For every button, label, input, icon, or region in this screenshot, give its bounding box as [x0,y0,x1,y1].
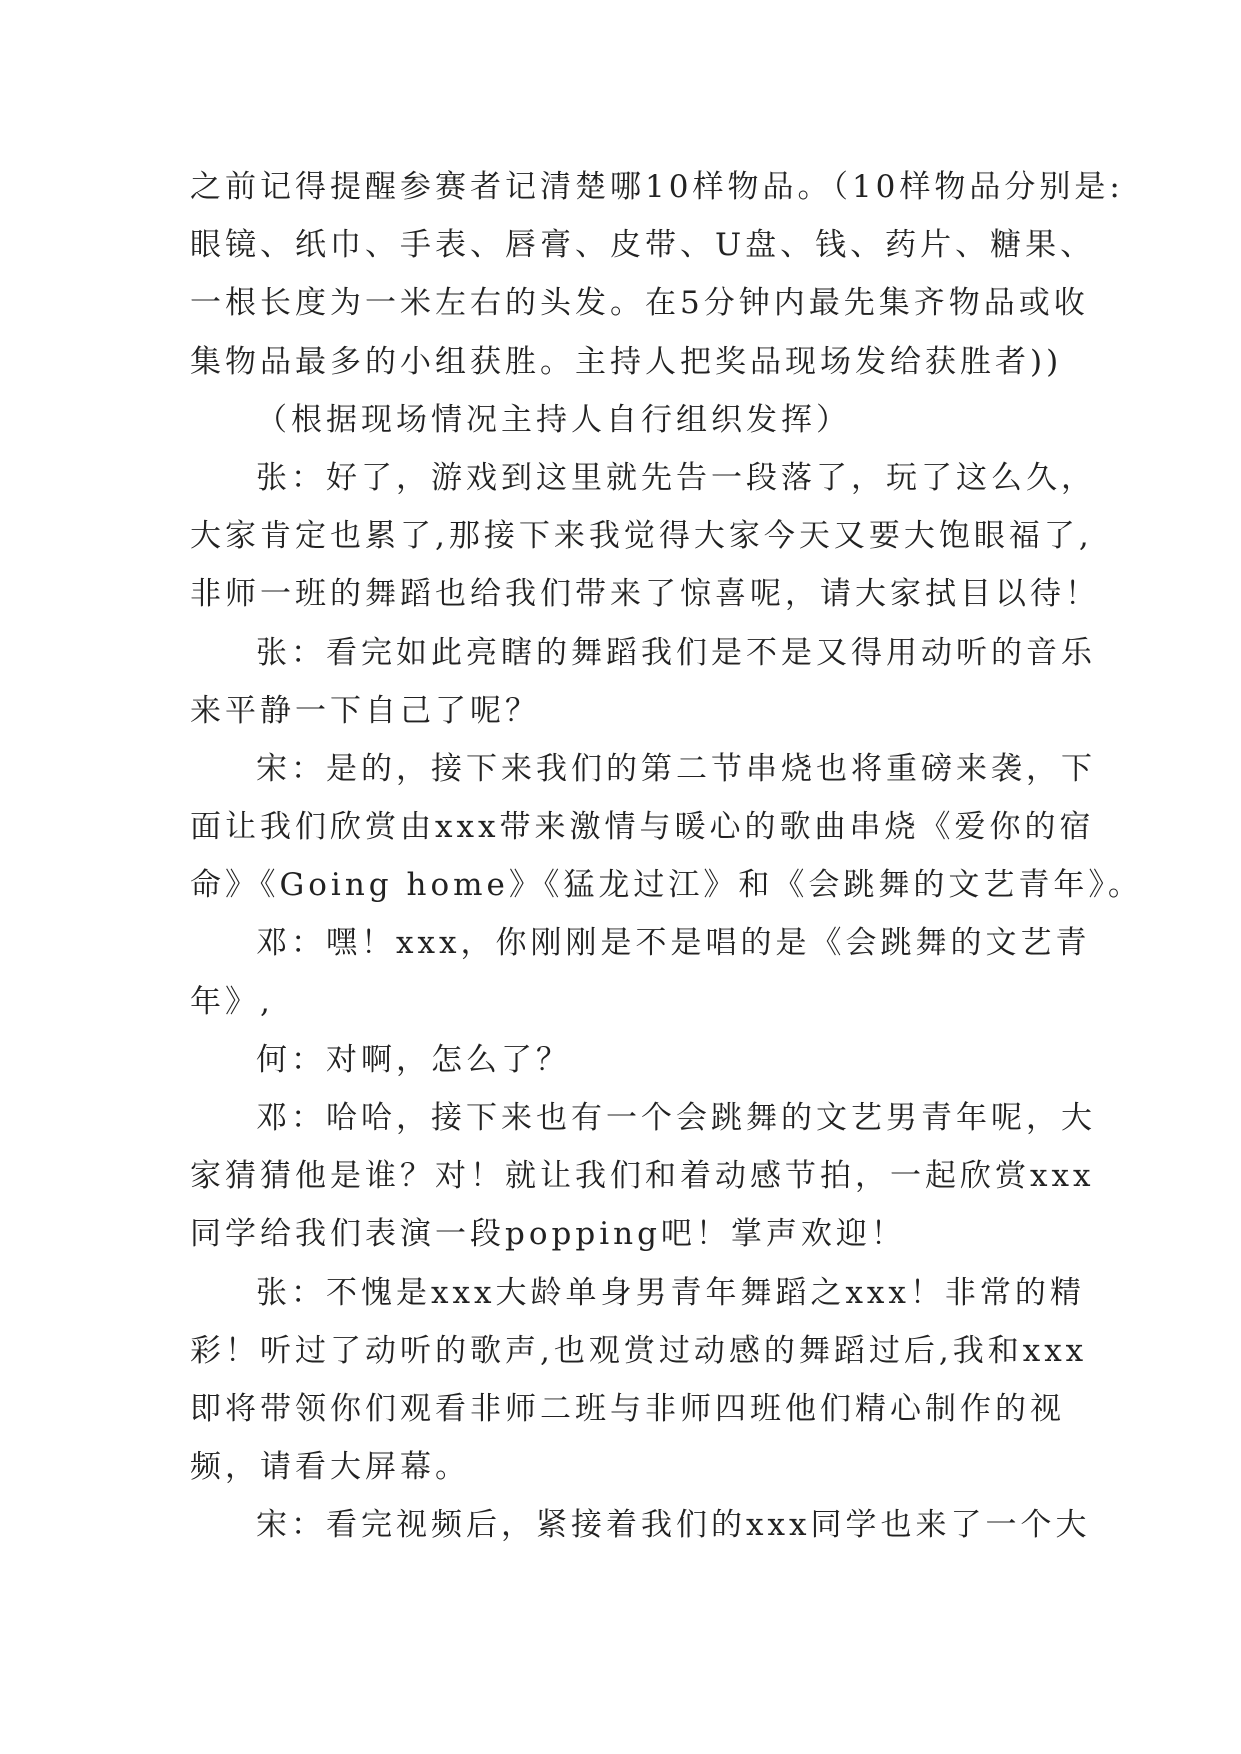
text-line: 来平静一下自己了呢？ [190,692,540,729]
text-line: 即将带领你们观看非师二班与非师四班他们精心制作的视 [190,1390,1065,1427]
text-line: 眼镜、纸巾、手表、唇膏、皮带、U盘、钱、药片、糖果、 [190,227,1096,264]
text-line: 之前记得提醒参赛者记清楚哪10样物品。（10样物品分别是: [190,169,1124,205]
text-line: 一根长度为一米左右的头发。在5分钟内最先集齐物品或收 [190,285,1089,322]
text-line: 集物品最多的小组获胜。主持人把奖品现场发给获胜者)) [190,343,1063,380]
text-line: 年》, [190,983,274,1020]
text-line: 何：对啊，怎么了？ [256,1041,571,1078]
text-line: 命》《Going home》《猛龙过江》和《会跳舞的文艺青年》。 [190,867,1143,904]
text-line: 非师一班的舞蹈也给我们带来了惊喜呢，请大家拭目以待！ [190,576,1100,613]
text-line: 宋：看完视频后，紧接着我们的xxx同学也来了一个大 [256,1507,1091,1544]
text-line: 邓：嘿！xxx，你刚刚是不是唱的是《会跳舞的文艺青 [256,925,1091,962]
text-line: 张：不愧是xxx大龄单身男青年舞蹈之xxx！非常的精 [256,1274,1085,1311]
text-line: 同学给我们表演一段popping吧！掌声欢迎！ [190,1216,906,1253]
text-line: 面让我们欣赏由xxx带来激情与暖心的歌曲串烧《爱你的宿 [190,809,1095,846]
text-line: 张：好了，游戏到这里就先告一段落了，玩了这么久， [256,459,1096,496]
text-line: 频，请看大屏幕。 [190,1449,470,1486]
text-line: （根据现场情况主持人自行组织发挥） [256,401,851,438]
text-line: 邓：哈哈，接下来也有一个会跳舞的文艺男青年呢，大 [256,1100,1096,1136]
text-line: 彩！听过了动听的歌声,也观赏过动感的舞蹈过后,我和xxx [190,1332,1088,1369]
text-line: 宋：是的，接下来我们的第二节串烧也将重磅来袭，下 [256,750,1096,787]
text-line: 张：看完如此亮瞎的舞蹈我们是不是又得用动听的音乐 [256,634,1096,671]
text-line: 大家肯定也累了,那接下来我觉得大家今天又要大饱眼福了, [190,518,1093,555]
document-body [190,158,1143,1555]
text-line: 家猜猜他是谁？对！就让我们和着动感节拍，一起欣赏xxx [190,1158,1095,1195]
